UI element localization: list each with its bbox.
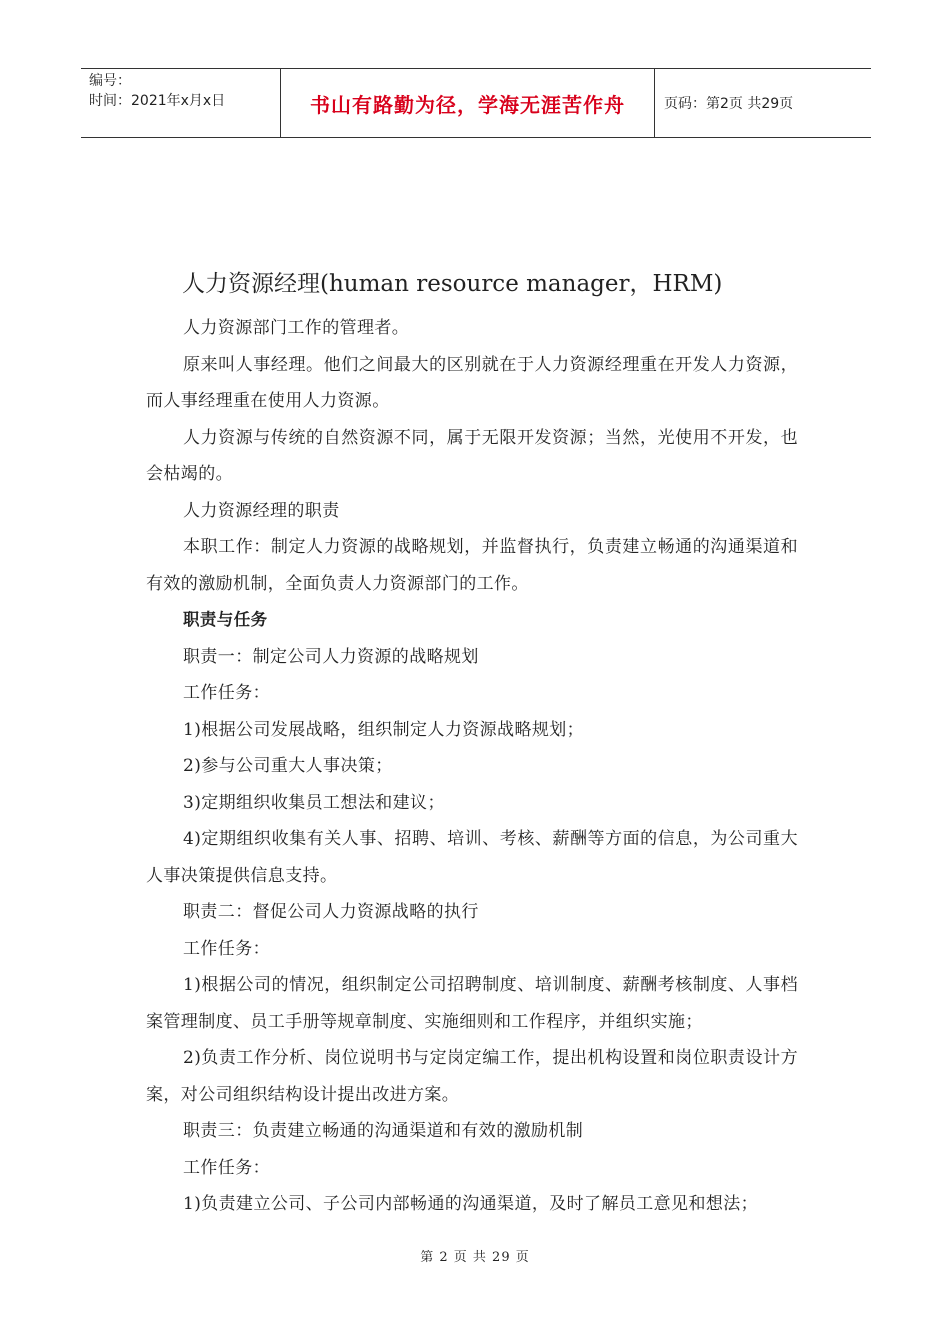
paragraph: 2)负责工作分析、岗位说明书与定岗定编工作，提出机构设置和岗位职责设计方案，对公司组织结构设计提出改进方案。: [146, 1048, 798, 1105]
paragraph: 1)根据公司的情况，组织制定公司招聘制度、培训制度、薪酬考核制度、人事档案管理制度、员工手册等规章制度、实施细则和工作程序，并组织实施；: [146, 975, 798, 1032]
paragraph: 4)定期组织收集有关人事、招聘、培训、考核、薪酬等方面的信息，为公司重大人事决策提供信息支持。: [146, 829, 798, 886]
header-meta: [81, 69, 281, 137]
document-body: [146, 266, 798, 1223]
paragraph: 3)定期组织收集员工想法和建议；: [183, 792, 445, 813]
page-footer: 第 2 页 共 29 页: [420, 1250, 530, 1265]
paragraph: 2)参与公司重大人事决策；: [183, 756, 393, 776]
paragraph: 本职工作：制定人力资源的战略规划，并监督执行，负责建立畅通的沟通渠道和有效的激励机制，全面负责人力资源部门的工作。: [146, 537, 798, 594]
document-title: 人力资源经理(human resource manager，HRM): [182, 271, 723, 297]
paragraph: 工作任务：: [183, 1157, 270, 1178]
paragraph-list: [146, 310, 798, 1223]
paragraph: 职责二：督促公司人力资源战略的执行: [183, 902, 479, 922]
paragraph: 人力资源经理的职责: [183, 500, 340, 521]
paragraph: 职责三：负责建立畅通的沟通渠道和有效的激励机制: [183, 1121, 584, 1141]
paragraph: 工作任务：: [183, 938, 270, 959]
paragraph: 人力资源与传统的自然资源不同，属于无限开发资源；当然，光使用不开发，也会枯竭的。: [146, 427, 798, 484]
paragraph: 原来叫人事经理。他们之间最大的区别就在于人力资源经理重在开发人力资源，而人事经理重在使用人力资源。: [146, 354, 798, 411]
section-heading: 职责与任务: [183, 610, 268, 629]
paragraph: 1)负责建立公司、子公司内部畅通的沟通渠道，及时了解员工意见和想法；: [183, 1194, 759, 1214]
header-motto: 书山有路勤为径，学海无涯苦作舟: [281, 69, 655, 137]
document-number-label: 编号：: [89, 73, 131, 89]
page-header: [81, 68, 871, 138]
header-page-info: 页码：第2页 共29页: [664, 96, 794, 112]
paragraph: 人力资源部门工作的管理者。: [183, 318, 410, 338]
paragraph: 工作任务：: [183, 683, 270, 703]
paragraph: 1)根据公司发展战略，组织制定人力资源战略规划；: [183, 719, 585, 740]
paragraph: 职责一：制定公司人力资源的战略规划: [183, 646, 479, 667]
document-time-label: 时间：2021年x月x日: [89, 93, 226, 109]
